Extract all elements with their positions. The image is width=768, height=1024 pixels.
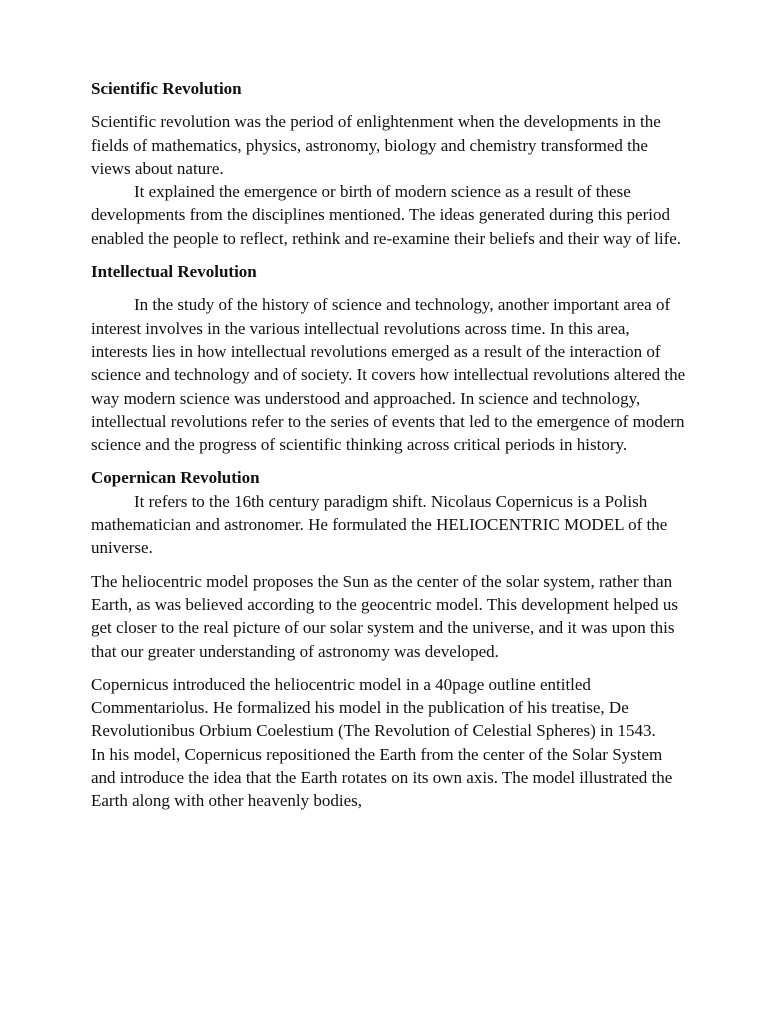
paragraph-scientific-1: Scientific revolution was the period of enlightenment when the developments in the fields of mathematics, physics, astronomy, biology and chemistry transformed the views about nature. <box>91 112 661 178</box>
paragraph-copernican-3: Copernicus introduced the heliocentric model in a 40page outline entitled Commentariolus. He formalized his model in the publication of his treatise, De Revolutionibus Orbium Coelestium (The Revolution of Celestial Spheres) in 1543. <box>91 674 656 741</box>
paragraph-scientific-2: It explained the emergence or birth of modern science as a result of these developments from the disciplines mentioned. The ideas generated during this period enabled the people to reflect, rethink and re-examine their beliefs and their way of life. <box>91 182 682 248</box>
section-heading-copernican-revolution: Copernican Revolution <box>91 468 260 488</box>
paragraph-copernican-1: It refers to the 16th century paradigm shift. Nicolaus Copernicus is a Polish mathematician and astronomer. He formulated the HELIOCENTRIC MODEL of the universe. <box>91 491 668 558</box>
section-heading-scientific-revolution: Scientific Revolution <box>91 79 242 98</box>
paragraph-copernican-4: In his model, Copernicus repositioned the Earth from the center of the Solar System and introduce the idea that the Earth rotates on its own axis. The model illustrated the Earth along with other heavenly bodies, <box>91 744 673 811</box>
paragraph-intellectual-1: In the study of the history of science and technology, another important area of interest involves in the various intellectual revolutions across time. In this area, interests lies in how intellectual revolutions emerged as a result of the interaction of science and technology and of society. It covers how intellectual revolutions altered the way modern science was understood and approached. In science and technology, intellectual revolutions refer to the series of events that led to the emergence of modern science and the progress of scientific thinking across critical periods in history. <box>91 295 686 455</box>
paragraph-copernican-2: The heliocentric model proposes the Sun as the center of the solar system, rather than Earth, as was believed according to the geocentric model. This development helped us get closer to the real picture of our solar system and the universe, and it was upon this that our greater understanding of astronomy was developed. <box>91 571 678 661</box>
section-heading-intellectual-revolution: Intellectual Revolution <box>91 262 257 282</box>
